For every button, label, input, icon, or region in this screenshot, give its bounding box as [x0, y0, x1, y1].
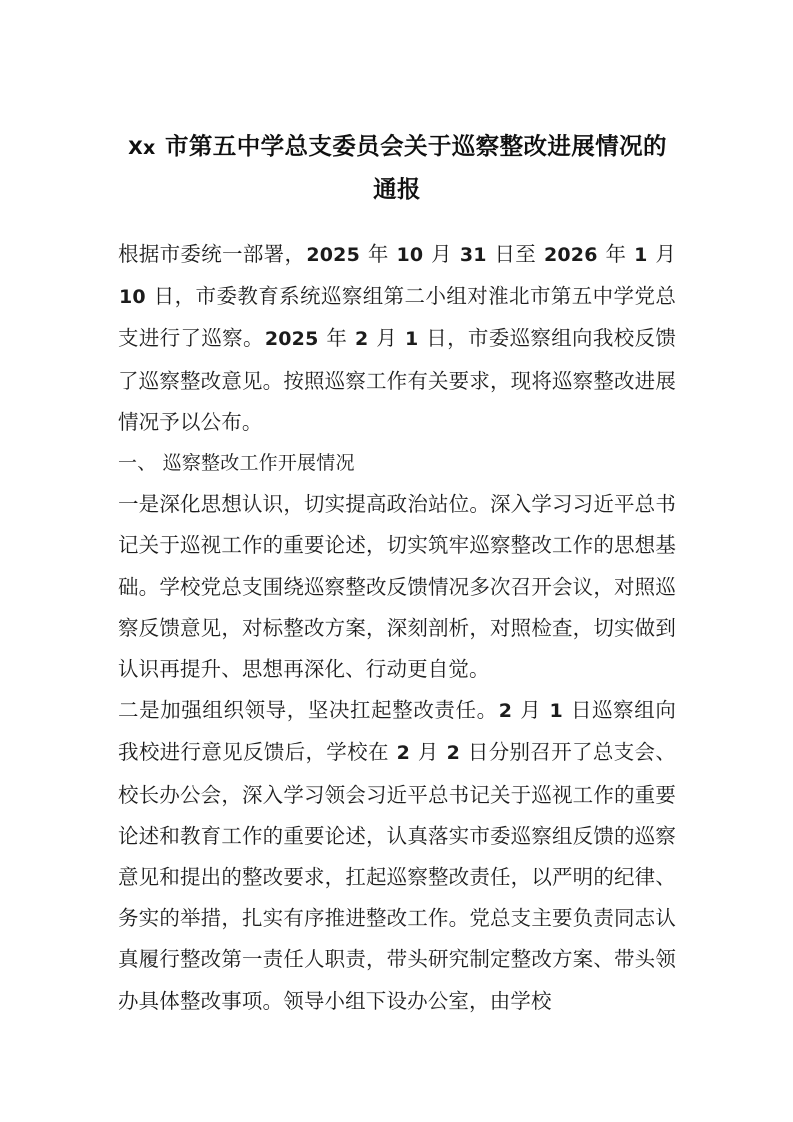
latin-run: 1 — [634, 244, 648, 266]
latin-run: 1 — [404, 328, 419, 351]
latin-run: Xx — [128, 137, 156, 159]
latin-run: 2 — [396, 742, 411, 765]
section-heading-one: 一、 巡察整改工作开展情况 — [118, 452, 355, 475]
latin-run: 10 — [396, 244, 424, 266]
page-title-line-1: Xx 市第五中学总支委员会关于巡察整改进展情况的 — [128, 132, 667, 160]
page-title — [118, 0, 676, 210]
paragraph-intro: 根据市委统一部署，2025 年 10 月 31 日至 2026 年 1 月 10 日，市委教育系统巡察组第二小组对淮北市第五中学党总支进行了巡察。2025 年 2 月 1 日，市委巡察组向我校反馈了巡察整改意见。按照巡察工作有关要求，现将巡察整改进展情况予以公布。 — [118, 242, 677, 434]
latin-run: 2 — [355, 328, 369, 351]
latin-run: 31 — [459, 244, 487, 266]
latin-run: 2026 — [543, 244, 598, 266]
latin-run: 1 — [549, 700, 563, 723]
latin-run: 2 — [446, 742, 461, 765]
latin-run: 2025 — [306, 244, 360, 266]
page-title-line-2: 通报 — [373, 175, 421, 203]
document-body — [118, 0, 676, 1022]
document-text-block — [118, 234, 676, 1022]
latin-run: 10 — [119, 286, 146, 309]
paragraph-point-two: 二是加强组织领导，坚决扛起整改责任。2 月 1 日巡察组向我校进行意见反馈后，学校在 2 月 2 日分别召开了总支会、校长办公会，深入学习领会习近平总书记关于巡视工作的重要论述和教育工作的重要论述，认真落实市委巡察组反馈的巡察意见和提出的整改要求，扛起巡察整改责任，以严明的纪律、务实的举措，扎实有序推进整改工作。党总支主要负责同志认真履行整改第一责任人职责，带头研究制定整改方案、带头领办具体整改事项。领导小组下设办公室，由学校 — [118, 698, 677, 1013]
latin-run: 2 — [498, 700, 513, 723]
latin-run: 2025 — [264, 328, 319, 351]
paragraph-point-one: 一是深化思想认识，切实提高政治站位。深入学习习近平总书记关于巡视工作的重要论述，切实筑牢巡察整改工作的思想基础。学校党总支围绕巡察整改反馈情况多次召开会议，对照巡察反馈意见，对标整改方案，深刻剖析，对照检查，切实做到认识再提升、思想再深化、行动更自觉。 — [118, 492, 676, 682]
